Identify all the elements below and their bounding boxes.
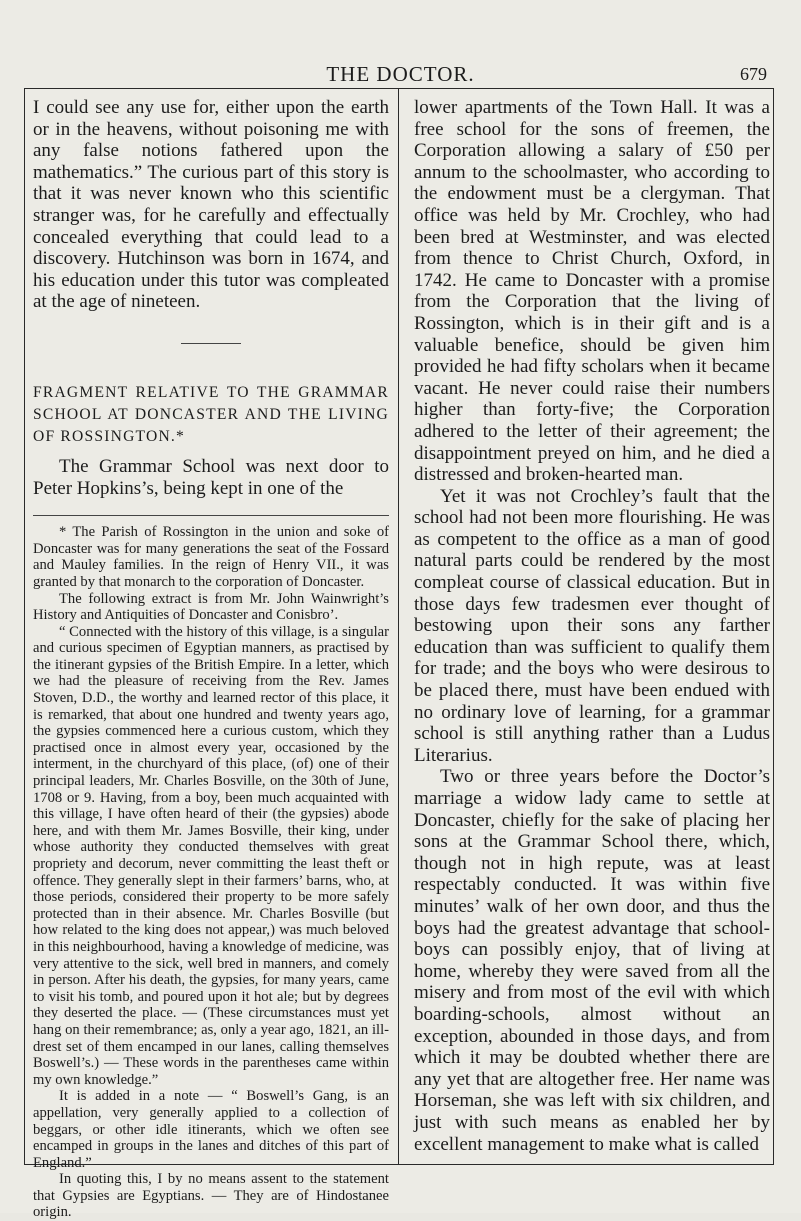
right-paragraph-2: Yet it was not Crochley’s fault that the school had not been more flourishing. He was as competent to the office as a man of good natural parts could be rendered by the most compleat course of classical education. But in those days few tradesmen ever thought of bestowing upon their sons any farther education than was sufficient to qualify them for trade; and the boys who were desirous to be placed there, must have been endued with no ordinary love of learning, for a grammar school is still anything rather than a Ludus Literarius. — [414, 485, 770, 766]
footnote-paragraph: In quoting this, I by no means assent to the statement that Gypsies are Egyptians. — They are of Hindostanee origin. — [33, 1171, 389, 1221]
right-paragraph-3: Two or three years before the Doctor’s marriage a widow lady came to settle at Doncaster, chiefly for the sake of placing her sons at the Grammar School there, which, though not in high repute, was at least respectably conducted. It was within five minutes’ walk of her own door, and thus the boys had the greatest advantage that school-boys can possibly enjoy, that of living at home, whereby they were saved from all the misery and from most of the evil with which boarding-schools, almost without an exception, abounded in those days, and from which it may be doubted whether there are any yet that are altogether free. Her name was Horseman, she was left with six children, and just with such means as enabled her by excellent management to make what is called — [414, 766, 770, 1155]
footnote — [33, 524, 389, 1221]
right-paragraph-1: lower apartments of the Town Hall. It was a free school for the sons of freemen, the Corporation allowing a salary of £50 per annum to the schoolmaster, who according to the endowment must be a clergyman. That office was held by Mr. Crochley, who had been bred at Westminster, and was elected from thence to Christ Church, Oxford, in 1742. He came to Doncaster with a promise from the Corporation that the living of Rossington, which is in their gift and is a valuable benefice, should be given him provided he had fifty scholars when it became vacant. He never could raise their numbers higher than forty-five; the Corporation adhered to the letter of their agreement; the disappointment preyed on him, and he died a distressed and broken-hearted man. — [414, 97, 770, 486]
footnote-paragraph: It is added in a note — “ Boswell’s Gang, is an appellation, very generally applied to a collection of beggars, or other idle itinerants, which we often see encamped in groups in the lanes and ditches of this part of England.” — [33, 1088, 389, 1171]
left-column — [33, 97, 389, 1221]
text-frame — [24, 88, 774, 1221]
footnote-paragraph: “ Connected with the history of this village, is a singular and curious specimen of Egyptian manners, as practised by the itinerant gypsies of the British Empire. In a letter, which we had the pleasure of receiving from the Rev. James Stoven, D.D., the worthy and learned rector of this place, it is remarked, that about one hundred and twenty years ago, the gypsies commenced here a curious custom, which they practised once in almost every year, occasioned by the interment, in the churchyard of this place, (of) one of their principal leaders, Mr. Charles Bosville, on the 30th of June, 1708 or 9. Having, from a boy, been much acquainted with this village, I have often heard of their (the gypsies) abode here, and with them Mr. James Bosville, their king, under whose authority they conducted themselves with great propriety and decorum, never committing the least theft or offence. They generally slept in their farmers’ barns, who, at those periods, considered their property to be more safely protected than in their absence. Mr. Charles Bosville (but how related to the king does not appear,) was much beloved in this neighbourhood, having a knowledge of medicine, was very attentive to the sick, well bred in manners, and comely in person. After his death, the gypsies, for many years, came to visit his tomb, and poured upon it hot ale; but by degrees they deserted the place. — (These circumstances must yet hang on their remembrance; as, only a year ago, 1821, an ill-drest set of them encamped in our lanes, calling themselves Boswell’s.) — These words in the parentheses came within my own knowledge.” — [33, 623, 389, 1088]
footnote-paragraph: The following extract is from Mr. John Wainwright’s History and Antiquities of Doncaster and Conisbro’. — [33, 590, 389, 624]
column-divider — [398, 89, 399, 1164]
running-title: THE DOCTOR. — [326, 62, 475, 86]
left-paragraph-2: The Grammar School was next door to Peter Hopkins’s, being kept in one of the — [33, 455, 389, 499]
page-number: 679 — [740, 64, 767, 84]
left-paragraph-1: I could see any use for, either upon the earth or in the heavens, without poisoning me with any false notions fathered upon the mathematics.” The curious part of this story is that it was never known who this scientific stranger was, for he carefully and effectually concealed everything that could lead to a discovery. Hutchinson was born in 1674, and his education under this tutor was compleated at the age of nineteen. — [33, 97, 389, 313]
section-rule — [181, 343, 241, 344]
footnote-paragraph: * The Parish of Rossington in the union and soke of Doncaster was for many generations the seat of the Fossard and Mauley families. In the reign of Henry VII., it was granted by that monarch to the corporation of Doncaster. — [33, 524, 389, 590]
section-heading: FRAGMENT RELATIVE TO THE GRAMMAR SCHOOL AT DONCASTER AND THE LIVING OF ROSSINGTON.* — [33, 383, 389, 445]
footnote-rule — [33, 515, 389, 516]
right-column — [414, 97, 770, 1155]
running-header — [28, 62, 773, 88]
